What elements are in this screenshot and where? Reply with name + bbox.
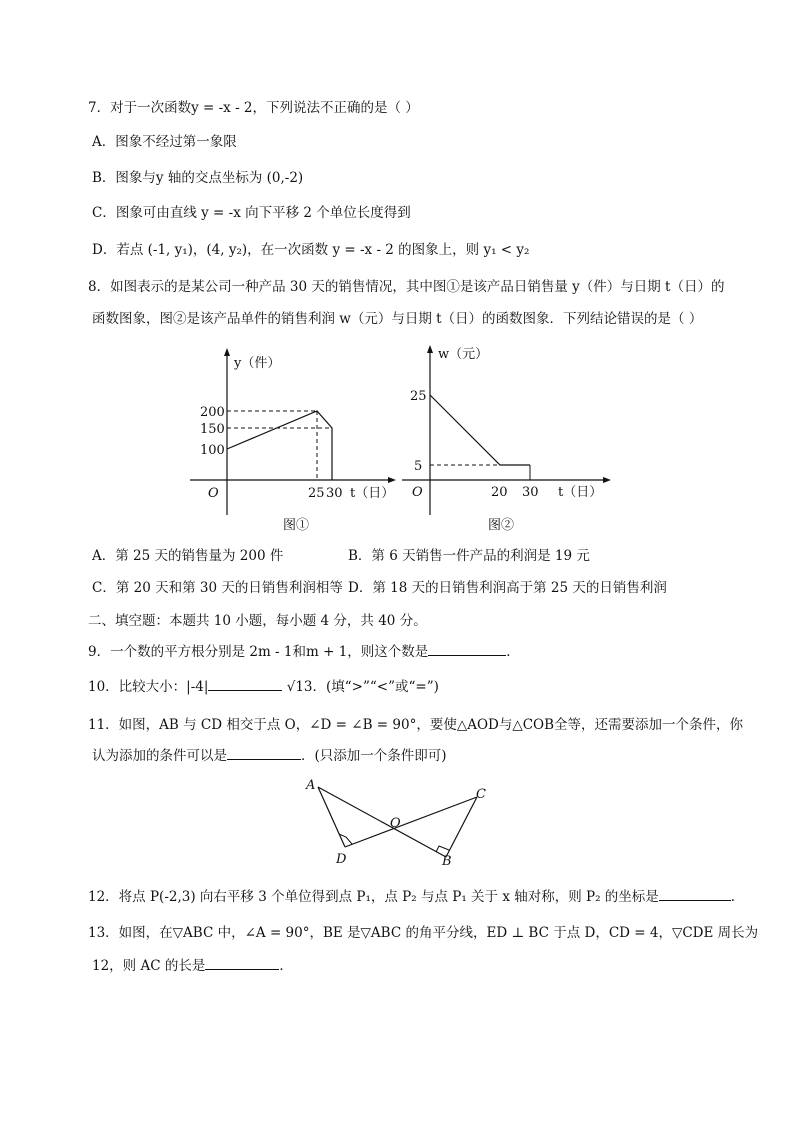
q13-post: ． [279,958,293,974]
q11-post: ．(只添加一个条件即可) [301,748,447,764]
point-o-label: O [390,816,401,831]
fig1-xlabel: t（日） [350,486,395,501]
q8-figure-2 [400,340,615,520]
q10 [88,676,439,697]
fig2-origin: O [412,485,423,500]
fig2-caption: 图② [488,518,515,533]
point-a-label: A [306,778,316,793]
q8-figure-1 [190,345,400,520]
q13-answer-blank[interactable] [205,955,279,970]
fig2-x-arrow [603,477,611,483]
fig2-ytick-5: 5 [414,459,423,474]
fig2-xtick-30: 30 [522,485,539,500]
segment-ab [318,787,446,857]
q7-stem: 7．对于一次函数y = -x - 2，下列说法不正确的是（ ） [88,100,419,116]
fig2-xlabel: t（日） [558,485,603,500]
q9-answer-blank[interactable] [428,641,506,656]
fig1-xtick-30: 30 [326,486,343,501]
fig1-ytick-150: 150 [200,422,225,437]
q11-answer-blank[interactable] [227,745,301,760]
fig2-series-line [430,395,530,465]
q7-option-a: A．图象不经过第一象限 [92,134,237,150]
q10-text: 10．比较大小：|-4| [88,679,209,695]
section-2-heading: 二、填空题：本题共 10 小题，每小题 4 分，共 40 分。 [88,613,427,629]
segment-cb [446,797,477,857]
q11-figure [300,775,500,870]
q7-option-b: B．图象与y 轴的交点坐标为 (0,-2) [92,170,304,186]
fig2-xtick-20: 20 [491,485,508,500]
fig1-ytick-100: 100 [200,443,225,458]
q11-line1: 11．如图，AB 与 CD 相交于点 O，∠D = ∠B = 90°，要使△AOD与△COB全等，还需要添加一个条件，你 [88,717,744,733]
fig1-origin: O [208,486,219,501]
fig1-y-arrow [224,348,230,356]
q13-text: 12，则 AC 的长是 [92,958,206,974]
q7-option-c: C．图象可由直线 y = -x 向下平移 2 个单位长度得到 [92,205,411,221]
point-d-label: D [336,852,347,867]
q12-answer-blank[interactable] [659,886,731,901]
fig1-ylabel: y（件） [234,356,281,371]
q9-text: 9．一个数的平方根分别是 2m - 1和m + 1，则这个数是 [88,644,429,660]
point-b-label: B [442,854,452,869]
q13-line2 [92,955,293,976]
q12-post: ． [730,889,745,905]
q9-post: ． [506,644,520,660]
q10-post: ．(填“>”“<”或“=”) [312,679,439,695]
fig2-y-arrow [427,345,433,353]
right-angle-b [436,846,449,852]
segment-cd [345,797,477,847]
q9 [88,641,520,662]
fig1-xtick-25: 25 [308,486,325,501]
q7-option-d: D．若点 (-1, y₁)，(4, y₂)，在一次函数 y = -x - 2 的图象上，则 y₁ < y₂ [92,242,530,258]
fig1-caption: 图① [283,518,310,533]
q8-stem-line1: 8．如图表示的是某公司一种产品 30 天的销售情况，其中图①是该产品日销售量 y（件）与日期 t（日）的 [88,279,725,295]
segment-ad [318,787,345,847]
q11-line2 [92,745,447,766]
q10-sqrt: √13 [286,679,313,695]
fig1-ytick-200: 200 [200,405,225,420]
q8-option-d: D．第 18 天的日销售利润高于第 25 天的日销售利润 [348,580,667,596]
q8-stem-line2: 函数图象，图②是该产品单件的销售利润 w（元）与日期 t（日）的函数图象．下列结论错误的是（ ） [92,311,703,327]
fig1-x-arrow [388,477,396,483]
q11-text: 认为添加的条件可以是 [92,748,227,764]
fig1-series-line [227,411,332,480]
fig2-ytick-25: 25 [410,389,427,404]
q8-option-a: A．第 25 天的销售量为 200 件 [92,548,284,564]
q8-option-c: C．第 20 天和第 30 天的日销售利润相等 [92,580,343,596]
point-c-label: C [476,787,486,802]
q12-text: 12．将点 P(-2,3) 向右平移 3 个单位得到点 P₁，点 P₂ 与点 P₁ 关于 x 轴对称，则 P₂ 的坐标是 [88,889,659,905]
q8-option-b: B．第 6 天销售一件产品的利润是 19 元 [348,548,590,564]
q10-answer-blank[interactable] [208,676,282,691]
fig2-ylabel: w（元） [438,347,489,362]
q12 [88,886,744,907]
q13-line1: 13．如图，在▽ABC 中，∠A = 90°，BE 是▽ABC 的角平分线，ED ⊥ BC 于点 D，CD = 4，▽CDE 周长为 [88,925,759,941]
